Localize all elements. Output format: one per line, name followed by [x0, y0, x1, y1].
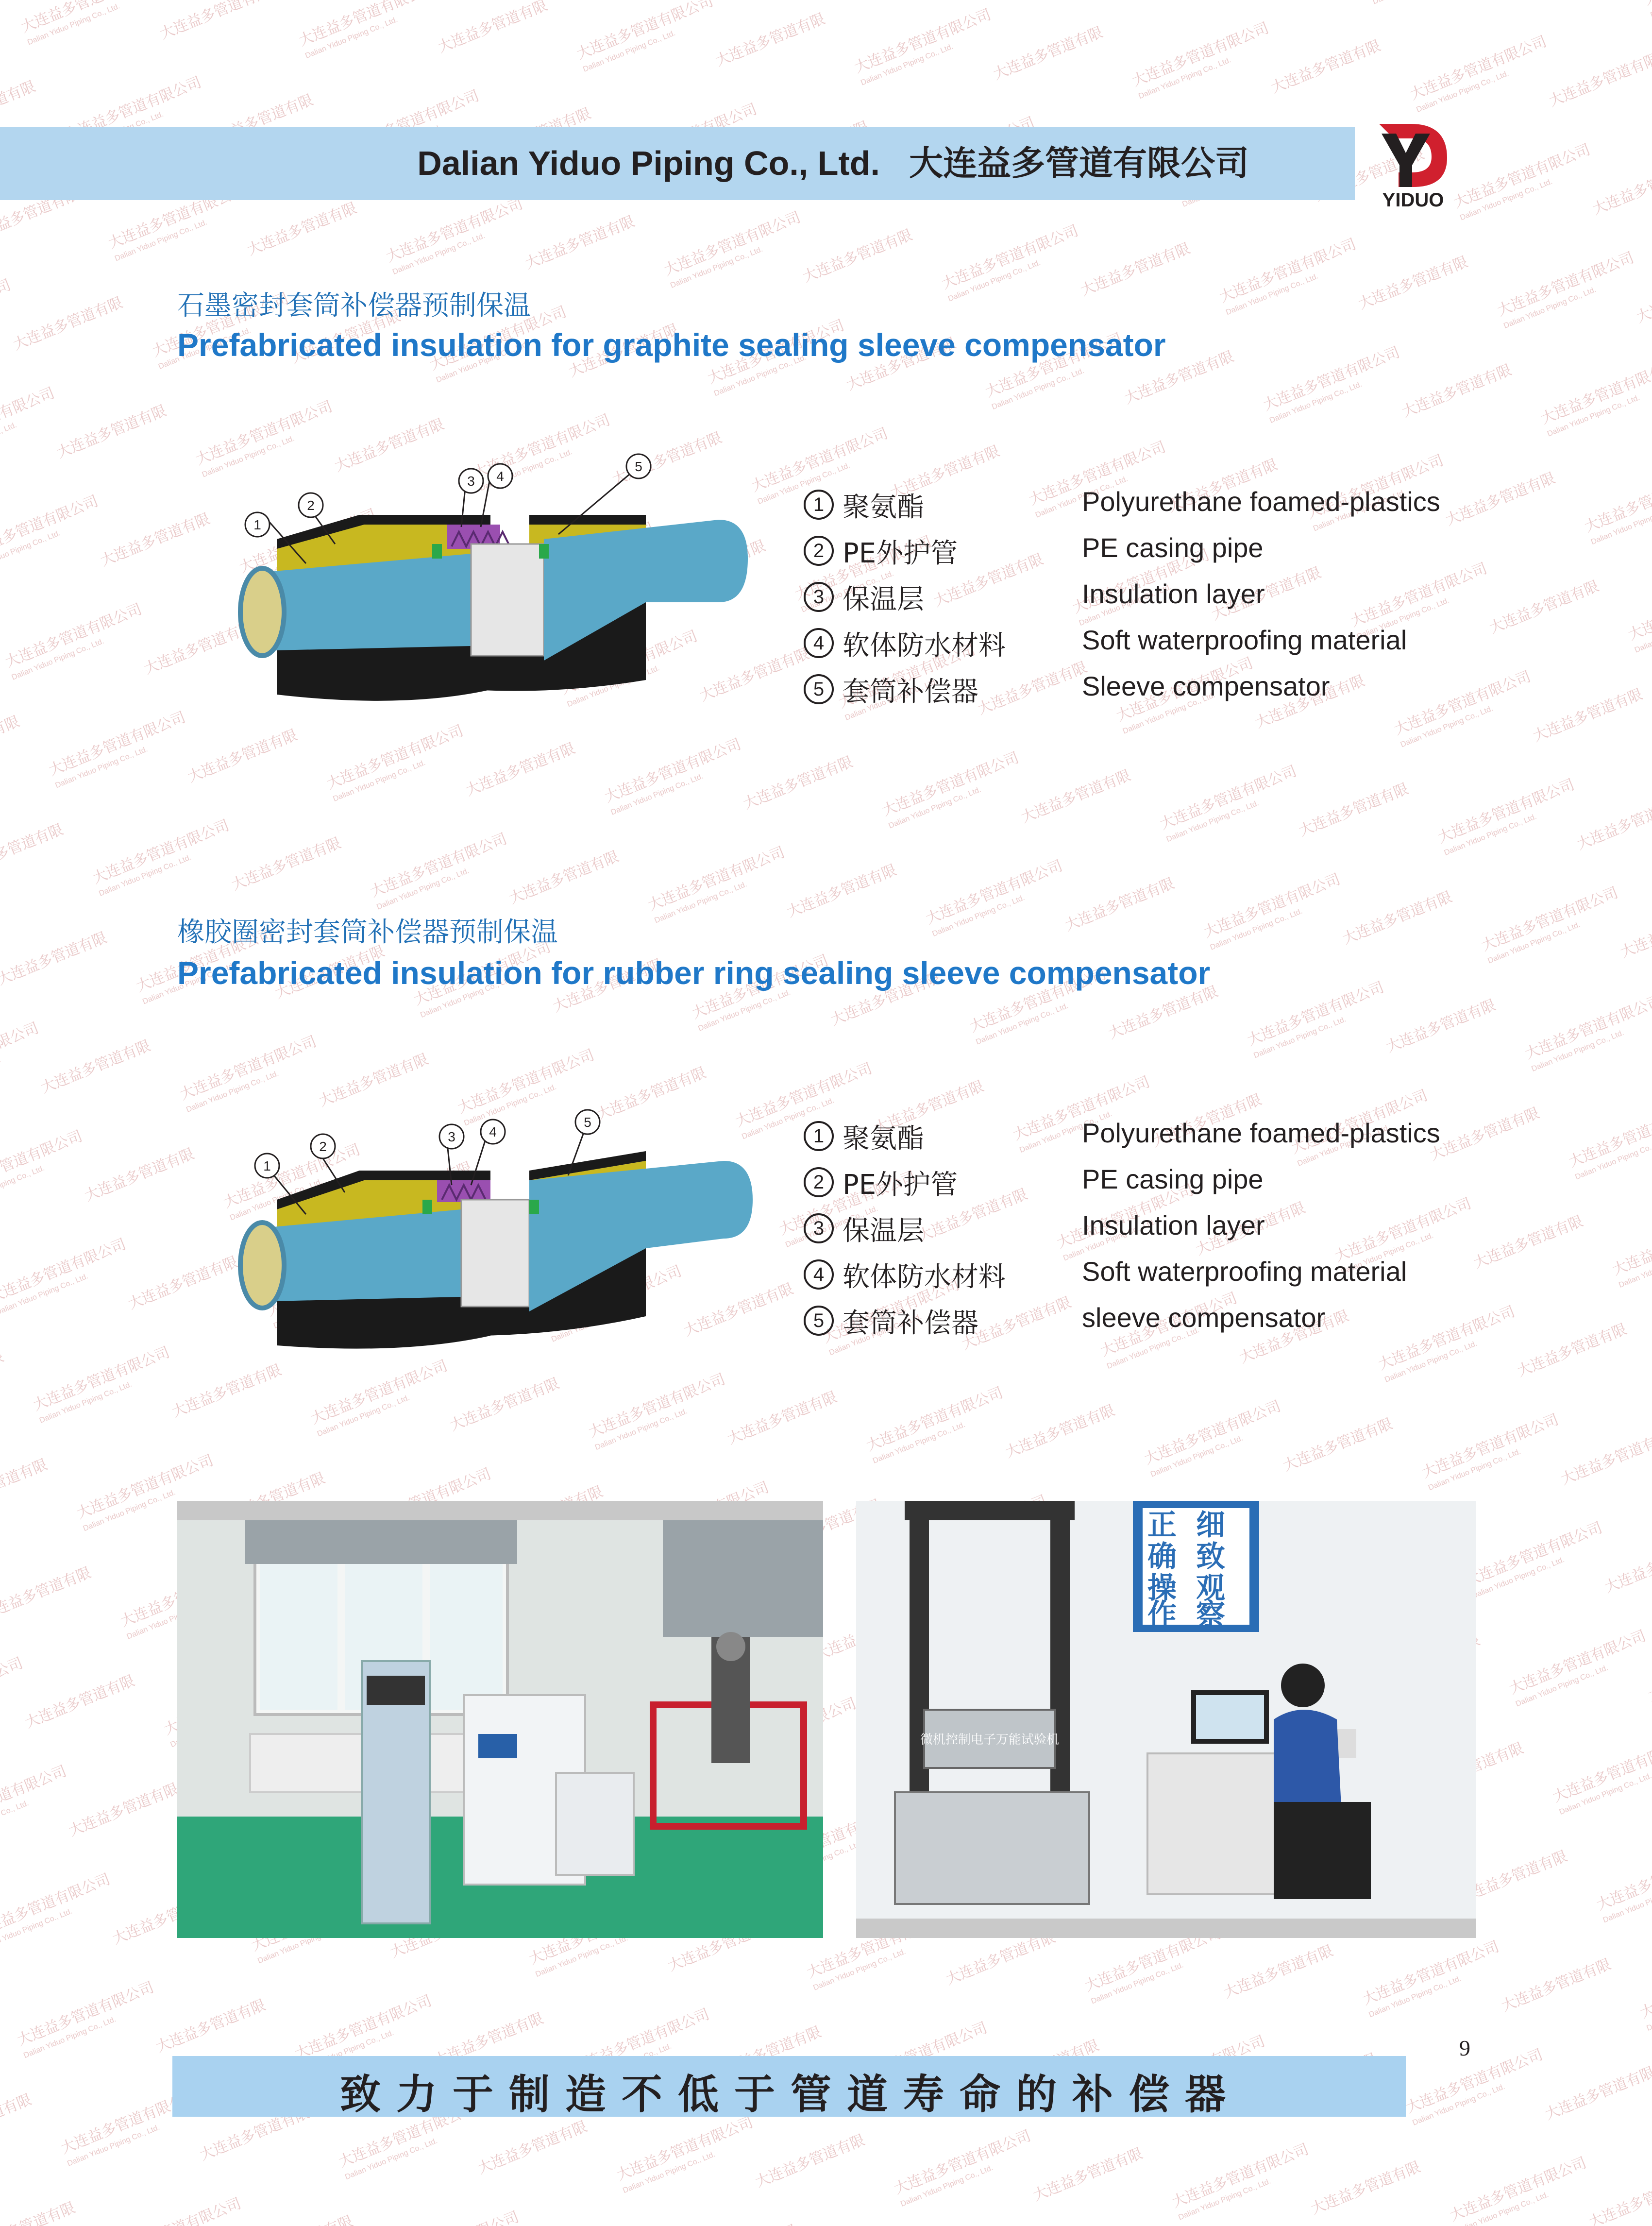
graphite-compensator-diagram	[219, 447, 792, 719]
logo-text: YIDUO	[1382, 189, 1444, 211]
legend-number: 4	[804, 1259, 834, 1290]
callout-3: 3	[448, 1129, 455, 1144]
legend-cn: 聚氨酯	[843, 492, 924, 523]
legend-number: 5	[804, 674, 834, 704]
callout-1: 1	[263, 1158, 271, 1173]
legend-number: 3	[804, 1213, 834, 1243]
legend-cn: 套筒补偿器	[843, 676, 978, 708]
legend-en: Polyurethane foamed-plastics	[1082, 486, 1440, 517]
legend-en: Soft waterproofing material	[1082, 625, 1407, 655]
company-name-en: Dalian Yiduo Piping Co., Ltd.	[417, 144, 880, 182]
callout-5: 5	[635, 459, 642, 474]
pipe-end	[240, 568, 284, 656]
sign-char: 正	[1147, 1508, 1177, 1542]
sign-char: 确	[1147, 1540, 1177, 1574]
sign-char: 察	[1196, 1598, 1225, 1632]
sign-char: 观	[1196, 1571, 1225, 1605]
callout-3: 3	[467, 474, 475, 489]
legend-cn: PE外护管	[843, 1169, 958, 1201]
callout-4: 4	[496, 469, 504, 484]
legend-en: PE casing pipe	[1082, 1164, 1264, 1194]
legend-row	[804, 486, 1483, 532]
machine-column-left	[910, 1501, 929, 1821]
sign-char: 致	[1196, 1540, 1225, 1574]
legend-cn: 保温层	[843, 1215, 924, 1247]
machine-column-right	[1050, 1501, 1070, 1821]
callout-4: 4	[489, 1124, 497, 1139]
legend-row	[804, 670, 1483, 716]
legend-row	[804, 1117, 1483, 1163]
legend-number: 1	[804, 1121, 834, 1151]
footer-slogan: 致力于制造不低于管道寿命的补偿器	[340, 2070, 1242, 2118]
legend-cn: 套筒补偿器	[843, 1308, 978, 1339]
page-number: 9	[1459, 2036, 1470, 2060]
legend-en: Insulation layer	[1082, 578, 1265, 609]
legend-en: Polyurethane foamed-plastics	[1082, 1118, 1440, 1148]
section1-title-cn: 石墨密封套筒补偿器预制保温	[177, 290, 531, 322]
legend-row	[804, 578, 1483, 624]
legend-number: 1	[804, 490, 834, 520]
legend-en: sleeve compensator	[1082, 1302, 1326, 1333]
callout-2: 2	[319, 1139, 327, 1154]
legend-en: Insulation layer	[1082, 1210, 1265, 1240]
legend-row	[804, 1302, 1483, 1348]
legend-row	[804, 1209, 1483, 1256]
legend-cn: 聚氨酯	[843, 1123, 924, 1155]
testing-machine-photo	[856, 1501, 1476, 1938]
legend-number: 2	[804, 536, 834, 566]
section2-title-cn: 橡胶圈密封套筒补偿器预制保温	[177, 917, 558, 948]
sign-char: 作	[1147, 1598, 1177, 1632]
section2-title-en: Prefabricated insulation for rubber ring sealing sleeve compensator	[177, 955, 1211, 991]
sign-char: 操	[1147, 1571, 1177, 1605]
callout-5: 5	[584, 1115, 591, 1130]
yiduo-logo	[1365, 114, 1462, 211]
legend-row	[804, 532, 1483, 578]
operator	[1274, 1710, 1342, 1817]
lab-photo	[177, 1501, 823, 1938]
legend-cn: 保温层	[843, 584, 924, 615]
section2-legend	[804, 1117, 1483, 1348]
company-name	[417, 136, 1249, 185]
legend-cn: PE外护管	[843, 538, 958, 569]
sleeve-body	[471, 544, 544, 656]
legend-row	[804, 1163, 1483, 1209]
legend-row	[804, 624, 1483, 670]
legend-row	[804, 1256, 1483, 1302]
rubber-ring-compensator-diagram	[219, 1103, 792, 1375]
legend-number: 3	[804, 582, 834, 612]
legend-cn: 软体防水材料	[843, 630, 1006, 662]
machine-label: 微机控制电子万能试验机	[920, 1733, 1060, 1747]
legend-en: PE casing pipe	[1082, 532, 1264, 563]
section1-legend	[804, 486, 1483, 716]
company-name-cn: 大连益多管道有限公司	[909, 143, 1249, 183]
legend-en: Soft waterproofing material	[1082, 1256, 1407, 1287]
legend-number: 5	[804, 1306, 834, 1336]
legend-en: Sleeve compensator	[1082, 671, 1330, 701]
callout-1: 1	[253, 517, 261, 532]
sign-char: 细	[1196, 1508, 1225, 1542]
callout-2: 2	[307, 498, 315, 513]
legend-number: 4	[804, 628, 834, 658]
legend-number: 2	[804, 1167, 834, 1197]
section1-title-en: Prefabricated insulation for graphite sealing sleeve compensator	[177, 327, 1166, 363]
legend-cn: 软体防水材料	[843, 1261, 1006, 1293]
